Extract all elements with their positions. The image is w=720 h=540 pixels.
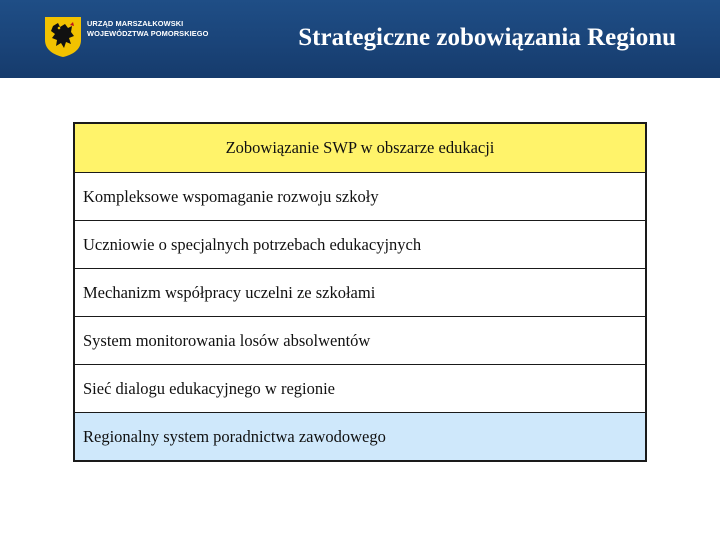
commitments-table — [73, 122, 647, 462]
table-row-label: Sieć dialogu edukacyjnego w regionie — [83, 378, 336, 398]
table-row — [75, 172, 645, 220]
table-row-label: Kompleksowe wspomaganie rozwoju szkoły — [83, 186, 379, 206]
header-bar — [0, 0, 720, 78]
table-row-highlighted — [75, 412, 645, 460]
organization-name-line2: WOJEWÓDZTWA POMORSKIEGO — [87, 29, 209, 38]
table-row — [75, 220, 645, 268]
table-row-label: System monitorowania losów absolwentów — [83, 330, 371, 350]
table-heading: Zobowiązanie SWP w obszarze edukacji — [225, 138, 495, 157]
table-row — [75, 364, 645, 412]
table-row-label: Mechanizm współpracy uczelni ze szkołami — [83, 282, 376, 302]
table-row — [75, 316, 645, 364]
griffin-crest-icon — [44, 16, 82, 58]
slide-title: Strategiczne zobowiązania Regionu — [298, 24, 676, 51]
organization-name-line1: URZĄD MARSZAŁKOWSKI — [87, 19, 184, 28]
table-row-label: Uczniowie o specjalnych potrzebach edukacyjnych — [83, 234, 422, 254]
table-header-row — [75, 124, 645, 172]
organization-name — [87, 19, 209, 39]
table-row — [75, 268, 645, 316]
table-row-label: Regionalny system poradnictwa zawodowego — [83, 426, 386, 446]
